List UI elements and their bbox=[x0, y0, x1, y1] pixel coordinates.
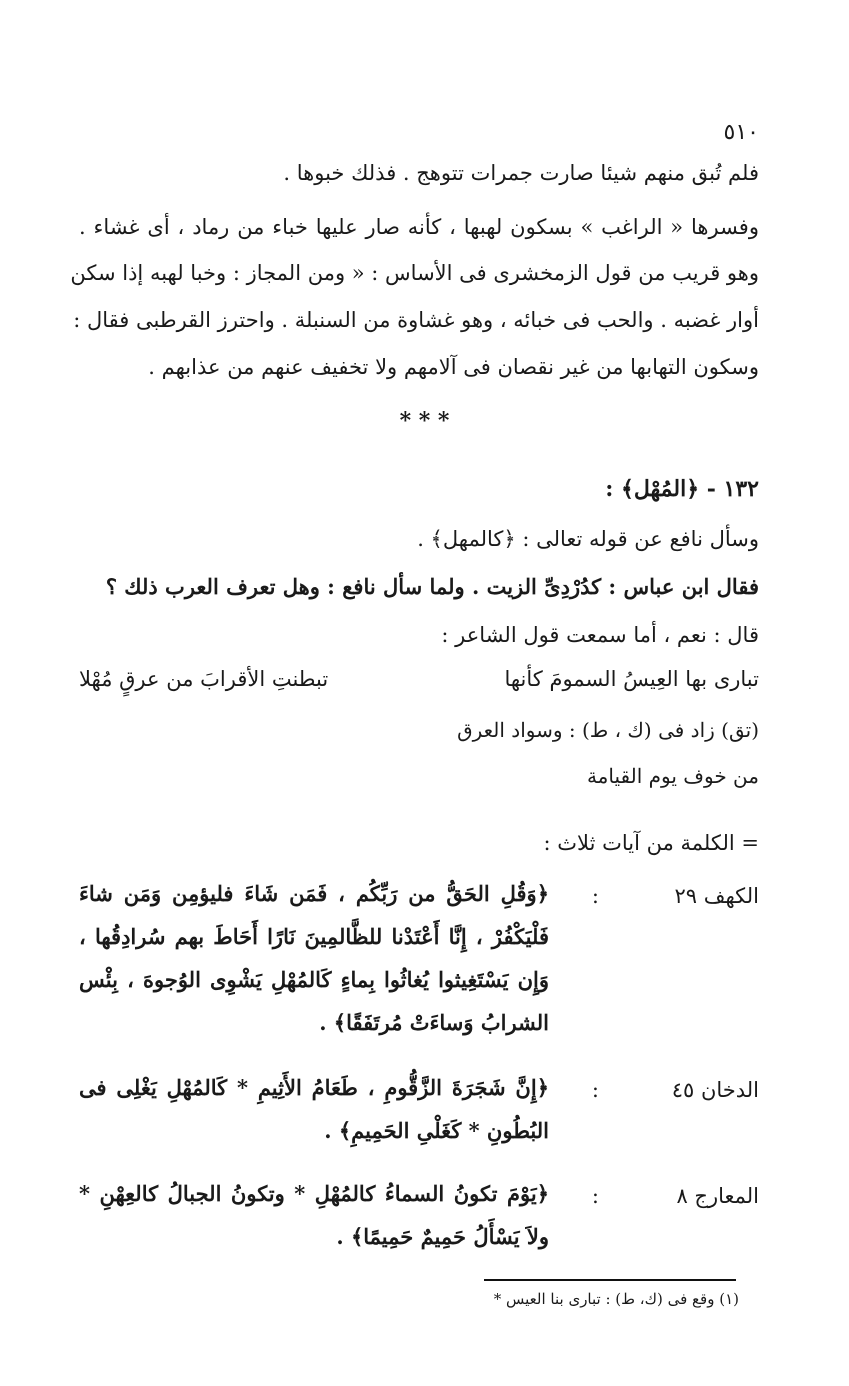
verse-second-hemistich: تبطنتِ الأقرابَ من عرقٍ مُهْلا bbox=[79, 667, 329, 691]
quran-quote: ﴿وَقُلِ الحَقُّ من رَبِّكُم ، فَمَن شَاءَ فليؤمِن وَمَن شاءَ فَلْيَكْفُرْ ، إِنَّا أَعْتَدْنا للظَّالمِينَ نَارًا أَحَاطَ بهم سُرادِقُها ، وَإِن يَسْتَغِيثوا يُغاثُوا بِماءٍ كَالمُهْلِ يَشْوِى الوُجوهَ ، بِئْس الشرابُ وَساءَتْ مُرتَفَقًا﴾ . bbox=[79, 881, 549, 1035]
citation-colon: : bbox=[591, 884, 599, 908]
question-line: وسأل نافع عن قوله تعالى : ﴿كالمهل﴾ . bbox=[417, 527, 759, 551]
section-separator: * * * bbox=[399, 408, 450, 434]
citation-source: الدخان ٤٥ bbox=[671, 1078, 759, 1102]
verse-first-hemistich: تبارى بها العِيسُ السمومَ كأنها bbox=[504, 667, 759, 691]
quran-quote: ﴿يَوْمَ تكونُ السماءُ كالمُهْلِ * وتكونُ الجبالُ كالعِهْنِ * ولاَ يَسْأَلُ حَمِيمٌ حَمِيمًا﴾ . bbox=[79, 1181, 549, 1249]
citation-colon: : bbox=[591, 1184, 599, 1208]
variant-note-line: (تق) زاد فى (ك ، ط) : وسواد العرق bbox=[457, 718, 759, 742]
occurrence-note: = الكلمة من آيات ثلاث : bbox=[543, 831, 759, 855]
citation-colon: : bbox=[591, 1078, 599, 1102]
quran-quote: ﴿إِنَّ شَجَرَةَ الزَّقُّومِ ، طَعَامُ الأَثِيمِ * كَالمُهْلِ يَغْلِى فى البُطُونِ * كَغَلْىِ الحَمِيمِ﴾ . bbox=[79, 1075, 549, 1143]
text-line: وسكون التهابها من غير نقصان فى آلامهم ولا تخفيف عنهم من عذابهم . bbox=[148, 355, 759, 379]
text-line: فلم تُبق منهم شيئا صارت جمرات تتوهج . فذلك خبوها . bbox=[283, 161, 759, 185]
text-line: أوار غضبه . والحب فى خبائه ، وهو غشاوة من السنبلة . واحترز القرطبى فقال : bbox=[73, 308, 759, 332]
variant-note-line: من خوف يوم القيامة bbox=[586, 764, 759, 788]
citation-source: الكهف ٢٩ bbox=[674, 884, 759, 908]
text-line: وفسرها « الراغب » بسكون لهبها ، كأنه صار عليها خباء من رماد ، أى غشاء . bbox=[79, 215, 759, 239]
entry-heading: ١٣٢ - ﴿المُهْل﴾ : bbox=[605, 476, 759, 502]
page-number: ٥١٠ bbox=[723, 120, 759, 145]
citation-source: المعارج ٨ bbox=[676, 1184, 759, 1208]
reply-line: قال : نعم ، أما سمعت قول الشاعر : bbox=[441, 623, 759, 647]
footnote-divider bbox=[484, 1279, 736, 1281]
footnote: (١) وقع فى (ك، ط) : تبارى بنا العيس * bbox=[493, 1290, 739, 1308]
answer-line: فقال ابن عباس : كدُرْدِىِّ الزيت . ولما سأل نافع : وهل تعرف العرب ذلك ؟ bbox=[105, 574, 759, 599]
text-line: وهو قريب من قول الزمخشرى فى الأساس : « ومن المجاز : وخبا لهبه إذا سكن bbox=[70, 261, 759, 285]
poetry-verse bbox=[79, 667, 759, 691]
